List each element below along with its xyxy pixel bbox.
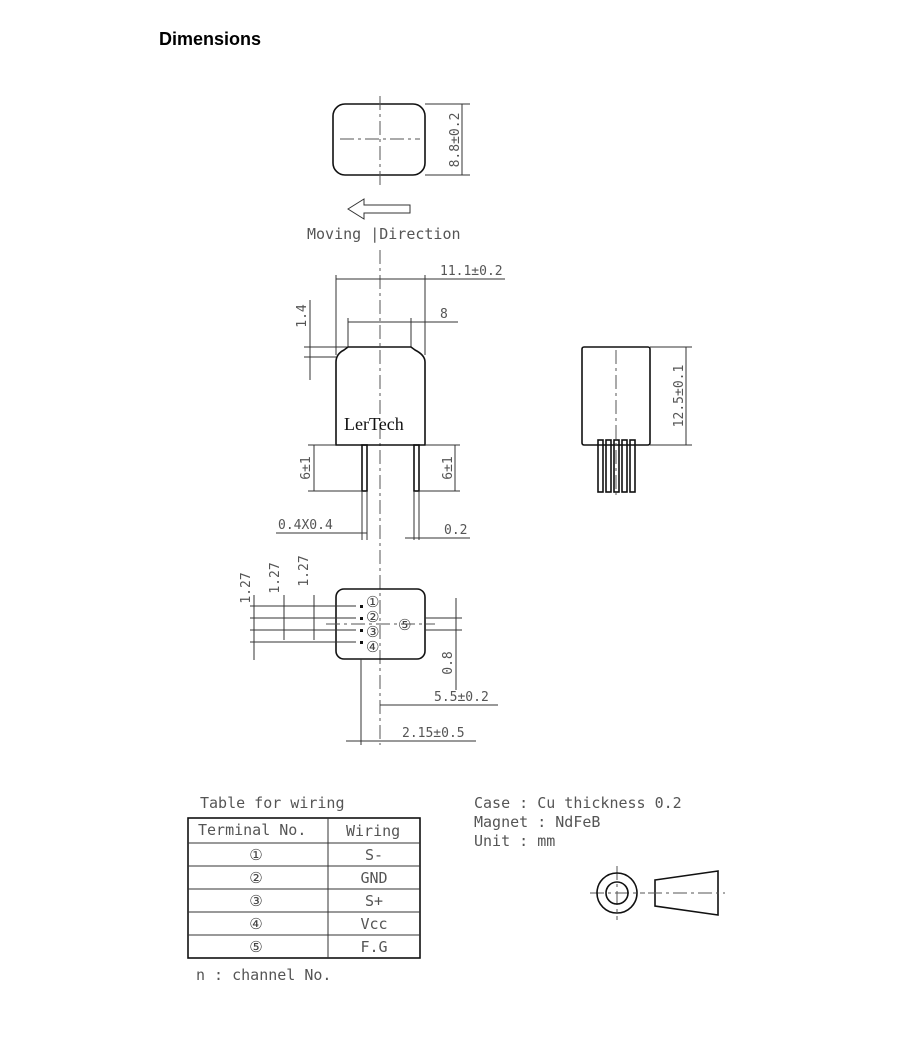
- pin-mark-3: ③: [366, 623, 380, 641]
- moving-direction-arrow: [307, 199, 461, 243]
- side-view: [582, 347, 692, 495]
- dim-width: 11.1±0.2: [440, 264, 503, 279]
- table-header-wiring: Wiring: [346, 822, 401, 840]
- arrow-left-icon: [348, 199, 410, 219]
- table-row-3-wiring: S+: [364, 892, 384, 910]
- projection-symbol: [590, 866, 725, 920]
- dim-inner-width: 8: [440, 307, 448, 322]
- pin-mark-4: ④: [366, 638, 380, 656]
- wiring-table-caption: Table for wiring: [200, 794, 345, 812]
- dim-pitch-2: 1.27: [268, 562, 283, 594]
- table-row-3-terminal: ③: [249, 892, 263, 910]
- pin-dot-3: [360, 629, 363, 632]
- table-row-5-terminal: ⑤: [249, 938, 263, 956]
- dim-chamfer: 1.4: [295, 304, 310, 328]
- table-row-1-wiring: S-: [364, 846, 384, 864]
- wiring-table-footnote: n : channel No.: [196, 966, 332, 984]
- front-view: [276, 264, 505, 540]
- top-view: [333, 96, 470, 186]
- note-case: Case : Cu thickness 0.2: [474, 794, 682, 812]
- pin-mark-5: ⑤: [398, 616, 412, 634]
- dim-pin-size: 0.4X0.4: [278, 518, 333, 533]
- pin-dot-2: [360, 617, 363, 620]
- brand-label: LerTech: [344, 414, 404, 434]
- bottom-view: [239, 555, 498, 745]
- dim-center: 5.5±0.2: [434, 690, 489, 705]
- dim-pitch-1: 1.27: [239, 572, 254, 604]
- pin-mark-2: ②: [366, 608, 380, 626]
- table-header-terminal: Terminal No.: [198, 821, 307, 839]
- table-row-4-wiring: Vcc: [360, 915, 388, 933]
- pin-dot-1: [360, 605, 363, 608]
- note-unit: Unit : mm: [474, 832, 556, 850]
- dim-gap: 0.2: [444, 523, 468, 538]
- pin-mark-1: ①: [366, 593, 380, 611]
- note-magnet: Magnet : NdFeB: [474, 813, 601, 831]
- wiring-table: [188, 794, 420, 984]
- side-pin-1: [598, 440, 603, 492]
- table-row-2-wiring: GND: [360, 869, 388, 887]
- pin-dot-4: [360, 641, 363, 644]
- table-row-1-terminal: ①: [249, 846, 263, 864]
- page-title: Dimensions: [159, 29, 262, 49]
- dim-pin-len-right: 6±1: [441, 456, 456, 480]
- notes: [474, 794, 682, 850]
- moving-direction-label: Moving |Direction: [307, 225, 461, 243]
- side-pin-2: [606, 440, 611, 492]
- front-pin-left: [362, 445, 367, 491]
- dim-height: 12.5±0.1: [672, 364, 687, 428]
- dim-pitch-3: 1.27: [297, 555, 312, 587]
- dim-pin-len-left: 6±1: [299, 456, 314, 480]
- dim-top-height: 8.8±0.2: [448, 112, 463, 168]
- side-pin-4: [622, 440, 627, 492]
- table-row-2-terminal: ②: [249, 869, 263, 887]
- table-row-5-wiring: F.G: [360, 938, 388, 956]
- table-row-4-terminal: ④: [249, 915, 263, 933]
- dim-edge: 2.15±0.5: [402, 726, 465, 741]
- front-pin-right: [414, 445, 419, 491]
- dim-offset: 0.8: [441, 651, 456, 675]
- side-pin-5: [630, 440, 635, 492]
